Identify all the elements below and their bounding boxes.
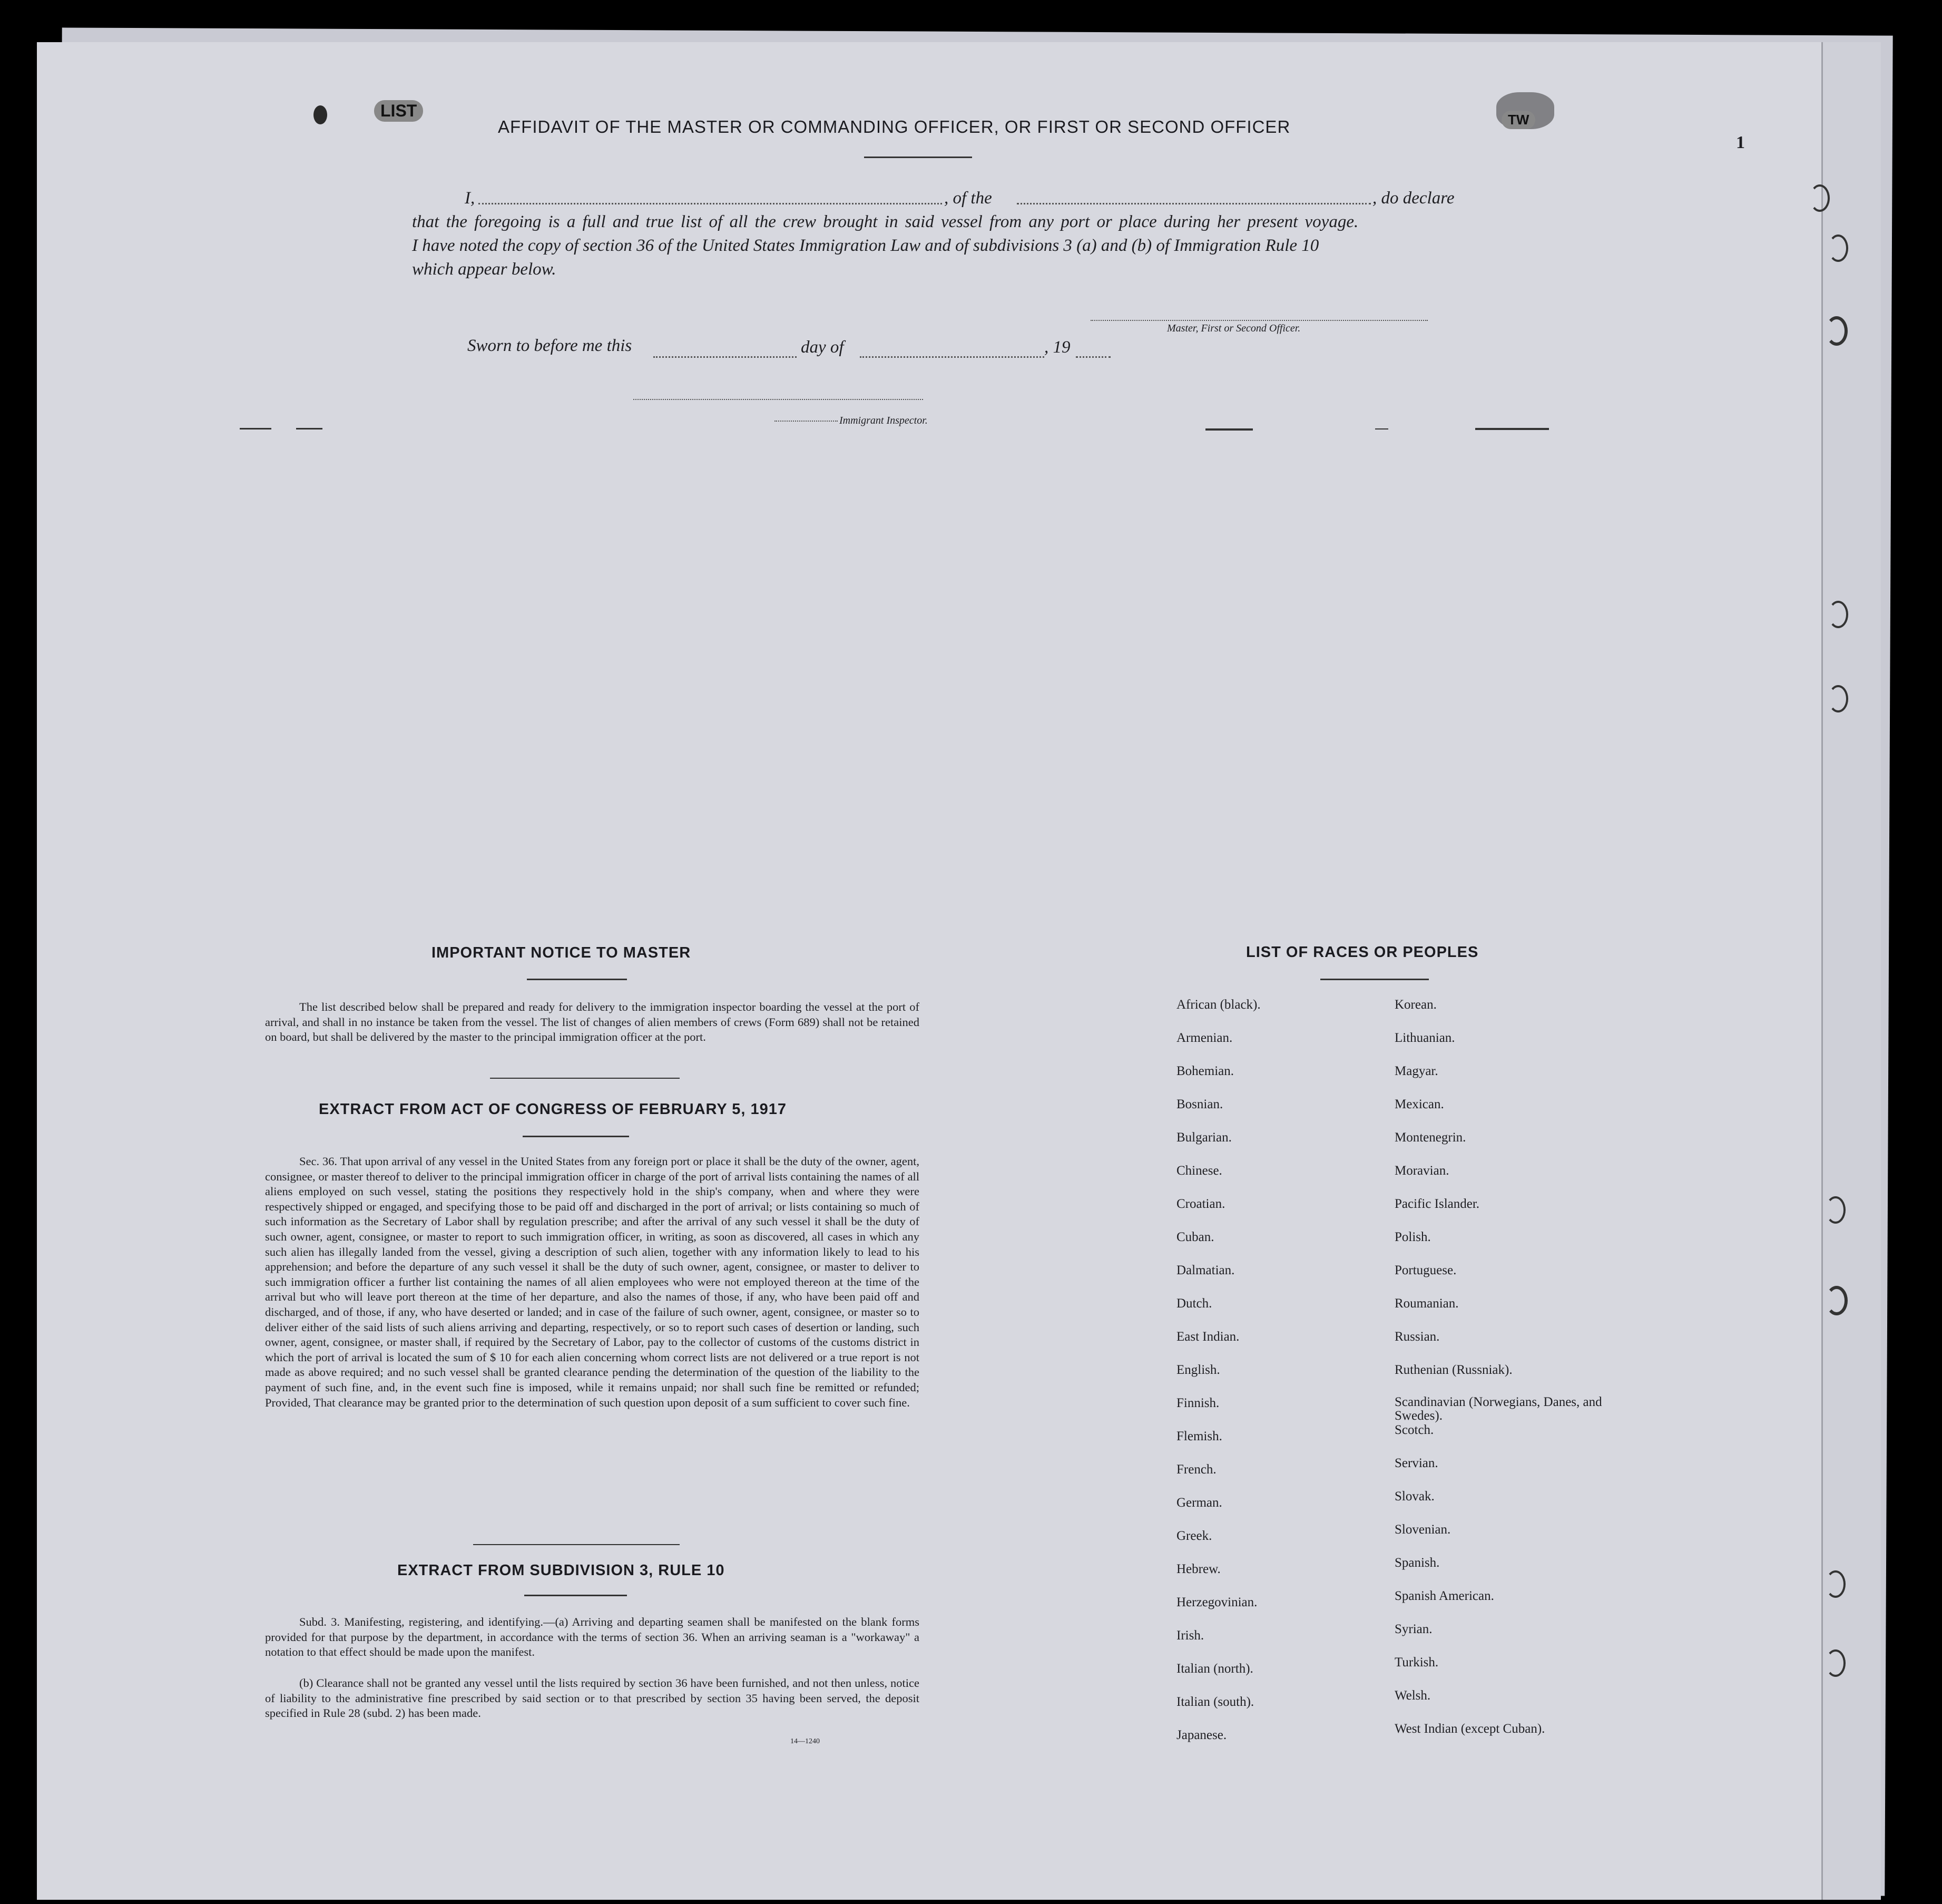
race-item: Welsh. bbox=[1395, 1688, 1431, 1703]
notice-title-rule bbox=[527, 979, 627, 980]
race-item: Chinese. bbox=[1176, 1164, 1222, 1178]
signature-line bbox=[1091, 320, 1428, 321]
margin-dash bbox=[240, 428, 271, 429]
race-item: Japanese. bbox=[1176, 1728, 1227, 1742]
sworn-text: Sworn to before me this bbox=[467, 336, 632, 355]
race-item: Dalmatian. bbox=[1176, 1263, 1235, 1277]
punch-hole-icon bbox=[1826, 1286, 1848, 1315]
race-item: Cuban. bbox=[1176, 1230, 1214, 1244]
race-item: Pacific Islander. bbox=[1395, 1197, 1480, 1211]
race-item: Servian. bbox=[1395, 1456, 1438, 1470]
punch-hole-icon bbox=[1826, 316, 1848, 346]
race-item: Finnish. bbox=[1176, 1396, 1220, 1410]
punch-hole-icon bbox=[1826, 1196, 1846, 1224]
race-item: Russian. bbox=[1395, 1330, 1440, 1344]
race-item: Roumanian. bbox=[1395, 1296, 1459, 1311]
punch-hole-icon bbox=[1826, 1570, 1846, 1598]
race-item: Bosnian. bbox=[1176, 1097, 1223, 1111]
name-field-line bbox=[478, 203, 942, 204]
affidavit-do-declare: , do declare bbox=[1372, 189, 1455, 208]
race-item: Polish. bbox=[1395, 1230, 1431, 1244]
punch-hole-icon bbox=[1828, 235, 1848, 262]
title-rule bbox=[864, 157, 972, 158]
race-item: Croatian. bbox=[1176, 1197, 1225, 1211]
act-title-rule bbox=[523, 1136, 629, 1137]
affidavit-line-3: I have noted the copy of section 36 of the United States Immigration Law and of subdivisions 3 (a) and (b) of Immigration Rule 10 bbox=[412, 236, 1319, 255]
day-field-line bbox=[653, 356, 797, 358]
race-item: Montenegrin. bbox=[1395, 1130, 1466, 1145]
punch-hole-icon bbox=[1826, 1649, 1846, 1677]
punch-hole-icon bbox=[1810, 184, 1830, 212]
race-item: Ruthenian (Russniak). bbox=[1395, 1363, 1513, 1377]
race-item: Scandinavian (Norwegians, Danes, and Swedes). bbox=[1395, 1395, 1602, 1423]
race-item: Bohemian. bbox=[1176, 1064, 1234, 1078]
rule-para-b: (b) Clearance shall not be granted any vessel until the lists required by section 36 have been furnished, and not then unless, notice of liability to the administrative fine prescribed by said section or to that prescribed by section 35 having been served, the deposit specified in Rule 28 (subd. 2) has been made. bbox=[265, 1676, 919, 1720]
affidavit-line-4: which appear below. bbox=[412, 260, 556, 279]
race-item: English. bbox=[1176, 1363, 1220, 1377]
punch-hole-icon bbox=[1828, 685, 1848, 712]
inspector-caption-lead bbox=[774, 421, 838, 422]
rivet-hole-icon bbox=[313, 105, 327, 124]
rule-para-a: Subd. 3. Manifesting, registering, and identifying.—(a) Arriving and departing seamen shall be manifested on the blank forms provided for that purpose by the department, in accordance with the terms of section 36. When an arriving seaman is a "workaway" a notation to that effect should be made upon the manifest. bbox=[265, 1615, 919, 1659]
race-item: Turkish. bbox=[1395, 1655, 1439, 1669]
race-item: Moravian. bbox=[1395, 1164, 1449, 1178]
race-item: Bulgarian. bbox=[1176, 1130, 1232, 1145]
margin-dash bbox=[296, 428, 322, 429]
race-item: West Indian (except Cuban). bbox=[1395, 1722, 1545, 1736]
races-list-right bbox=[1395, 997, 1616, 1754]
race-item: Armenian. bbox=[1176, 1031, 1233, 1045]
margin-dash bbox=[1205, 428, 1253, 431]
race-item: Portuguese. bbox=[1395, 1263, 1457, 1277]
race-item: Lithuanian. bbox=[1395, 1031, 1455, 1045]
punch-hole-icon bbox=[1828, 601, 1848, 628]
margin-dash bbox=[1375, 428, 1388, 429]
rule-title-rule bbox=[524, 1595, 627, 1596]
corner-mark: 1 bbox=[1736, 133, 1745, 152]
race-item: French. bbox=[1176, 1462, 1217, 1477]
affidavit-i: I, bbox=[465, 189, 475, 208]
margin-dash bbox=[1475, 428, 1549, 430]
form-number: 14—1240 bbox=[790, 1737, 820, 1745]
affidavit-title: AFFIDAVIT OF THE MASTER OR COMMANDING OFFICER, OR FIRST OR SECOND OFFICER bbox=[498, 117, 1291, 136]
race-item: Greek. bbox=[1176, 1529, 1212, 1543]
year-text: , 19 bbox=[1044, 338, 1071, 357]
race-item: Dutch. bbox=[1176, 1296, 1212, 1311]
race-item: Magyar. bbox=[1395, 1064, 1438, 1078]
act-title: EXTRACT FROM ACT OF CONGRESS OF FEBRUARY 5, 1917 bbox=[319, 1101, 787, 1118]
month-field-line bbox=[860, 356, 1044, 358]
affidavit-page bbox=[37, 42, 1881, 1900]
races-title: LIST OF RACES OR PEOPLES bbox=[1246, 944, 1479, 961]
rule-title: EXTRACT FROM SUBDIVISION 3, RULE 10 bbox=[397, 1562, 725, 1579]
stub-label-left: LIST bbox=[374, 100, 423, 122]
race-item: Syrian. bbox=[1395, 1622, 1433, 1636]
race-item: Slovak. bbox=[1395, 1489, 1435, 1503]
race-item: Italian (north). bbox=[1176, 1662, 1253, 1676]
race-item: Korean. bbox=[1395, 998, 1437, 1012]
race-item: Herzegovinian. bbox=[1176, 1595, 1258, 1609]
day-of-text: day of bbox=[801, 338, 844, 357]
race-item: German. bbox=[1176, 1496, 1222, 1510]
inspector-caption: Immigrant Inspector. bbox=[839, 415, 928, 426]
section-divider bbox=[473, 1544, 680, 1545]
stub-label-right: TW bbox=[1502, 111, 1535, 129]
race-item: Spanish. bbox=[1395, 1556, 1440, 1570]
signature-caption: Master, First or Second Officer. bbox=[1167, 323, 1301, 334]
race-item: Flemish. bbox=[1176, 1429, 1222, 1443]
act-text: Sec. 36. That upon arrival of any vessel in the United States from any foreign port or place it shall be the duty of the owner, agent, consignee, or master thereof to deliver to the principal immigration officer in charge of the port of arrival lists containing the names of all aliens employed on such vessel, stating the positions they respectively hold in the ship's company, when and where they were respectively shipped or engaged, and specifying those to be paid off and discharged in the port of arrival; or lists containing so much of such information as the Secretary of Labor shall by regulation prescribe; and after the arrival of any such vessel it shall be the duty of such owner, agent, consignee, or master to report to such immigration officer, in writing, as soon as discovered, all cases in which any such alien has illegally landed from the vessel, giving a description of such alien, together with any information likely to lead to his apprehension; and before the departure of any such vessel it shall be the duty of such owner, agent, consignee, or master to deliver to such immigration officer a further list containing the names of all alien employees who were not employed thereon at the time of the arrival but who will leave port thereon at the time of her departure, and also the names of those, if any, who have been paid off and discharged, and of those, if any, who have deserted or landed; and in case of the failure of such owner, agent, consignee, or master so to deliver either of the said lists of such aliens arriving and departing, respectively, or so to report such cases of desertion or landing, such owner, agent, consignee, or master shall, if required by the Secretary of Labor, pay to the collector of customs of the customs district in which the port of arrival is located the sum of $ 10 for each alien concerning whom correct lists are not delivered or a true report is not made as above required; and no such vessel shall be granted clearance pending the determination of the question of the liability to the payment of such fine, and, in the event such fine is imposed, while it remains unpaid; nor shall such fine be remitted or refunded; Provided, That clearance may be granted prior to the determination of such question upon deposit of a sum sufficient to cover such fine. bbox=[265, 1155, 919, 1409]
notice-title: IMPORTANT NOTICE TO MASTER bbox=[431, 944, 691, 961]
races-list-left bbox=[1176, 997, 1261, 1761]
section-divider bbox=[490, 1078, 680, 1079]
inspector-signature-line bbox=[633, 399, 923, 400]
race-item: Hebrew. bbox=[1176, 1562, 1221, 1576]
affidavit-of-the: , of the bbox=[944, 189, 992, 208]
race-item: Slovenian. bbox=[1395, 1522, 1451, 1537]
affidavit-line-2: that the foregoing is a full and true list of all the crew brought in said vessel from any port or place during her present voyage. bbox=[412, 212, 1359, 231]
race-item: Scotch. bbox=[1395, 1423, 1434, 1437]
race-item: East Indian. bbox=[1176, 1330, 1240, 1344]
race-item: Irish. bbox=[1176, 1628, 1204, 1643]
vessel-field-line bbox=[1017, 203, 1371, 204]
notice-text: The list described below shall be prepared and ready for delivery to the immigration inspector boarding the vessel at the port of arrival, and shall in no instance be taken from the vessel. The list of changes of alien members of crews (Form 689) shall not be retained on board, but shall be delivered by the master to the principal immigration officer at the port. bbox=[265, 1000, 919, 1044]
year-field-line bbox=[1076, 356, 1111, 358]
race-item: Spanish American. bbox=[1395, 1589, 1494, 1603]
races-title-rule bbox=[1320, 979, 1429, 980]
race-item: Italian (south). bbox=[1176, 1695, 1254, 1709]
race-item: African (black). bbox=[1176, 998, 1261, 1012]
race-item: Mexican. bbox=[1395, 1097, 1444, 1111]
